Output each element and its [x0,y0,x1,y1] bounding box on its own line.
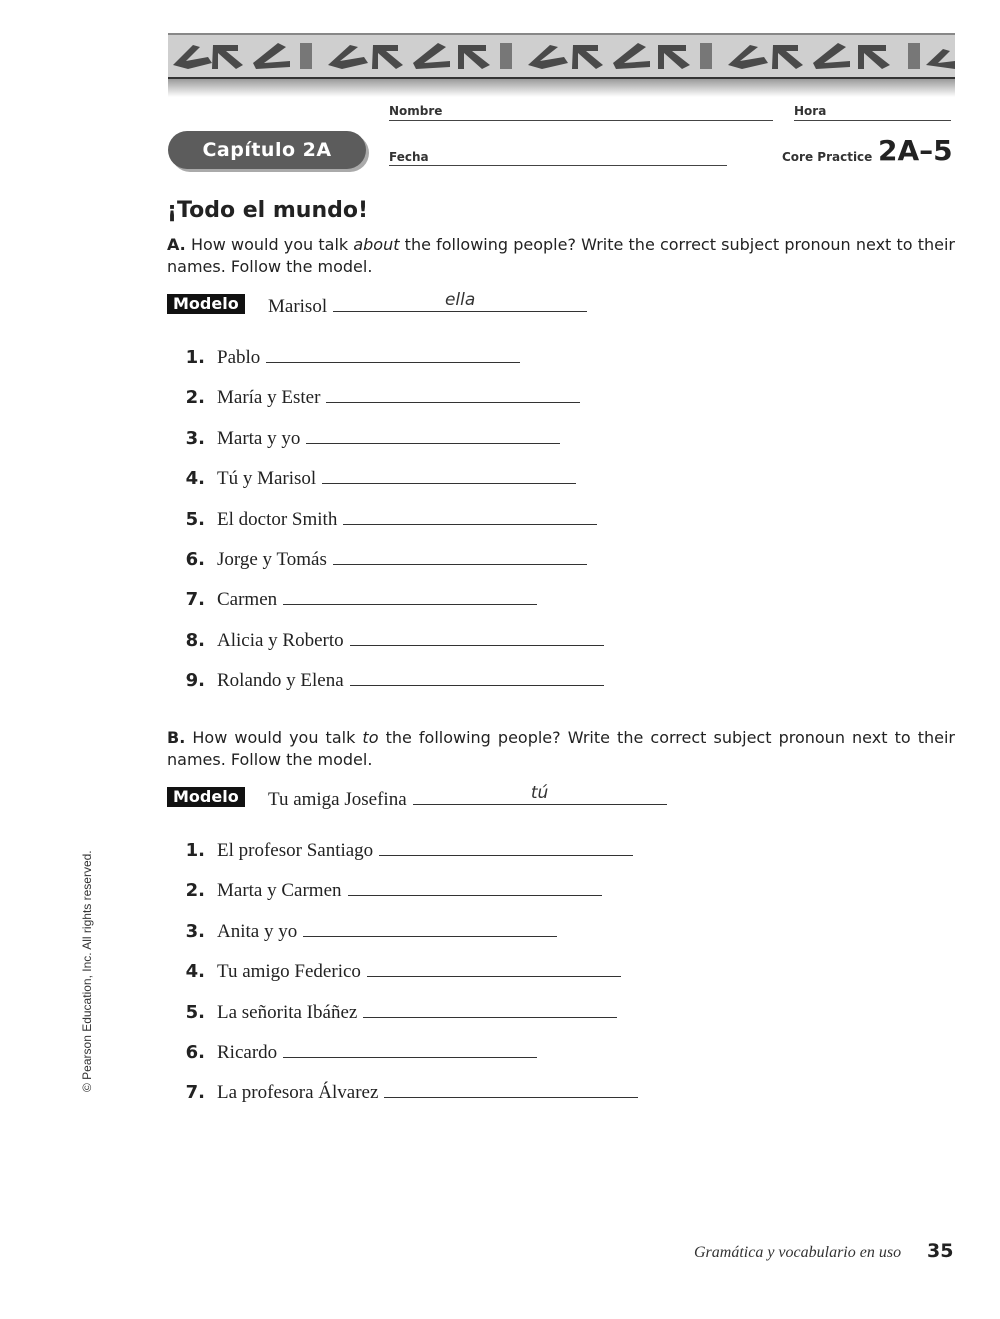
exercise-item [167,347,520,369]
item-name: Tú y Marisol [217,468,317,490]
exercise-item [167,589,537,611]
answer-blank[interactable] [350,631,604,646]
exercise-item [167,428,560,450]
item-name: El doctor Smith [217,508,338,530]
nombre-label: Nombre [389,104,443,118]
core-practice-number: 2A–5 [878,134,953,167]
item-number: 8. [185,629,205,651]
item-name: Carmen [217,589,278,611]
exercise-item [167,468,576,490]
item-name: Alicia y Roberto [217,629,344,651]
hora-label: Hora [794,104,827,118]
item-number: 6. [185,1042,205,1063]
hora-field[interactable] [794,120,951,121]
item-number: 2. [185,880,205,902]
item-name: Jorge y Tomás [217,549,327,570]
answer-blank[interactable] [350,671,604,686]
exercise-item [167,840,633,862]
answer-blank[interactable] [348,881,602,896]
answer-blank[interactable] [266,348,520,363]
section-b-instructions [167,727,955,771]
answer-blank[interactable] [326,388,580,403]
answer-blank[interactable] [283,590,537,605]
item-number: 1. [185,840,205,861]
chapter-badge: Capítulo 2A [168,131,366,169]
item-number: 7. [185,589,205,611]
answer-blank[interactable] [367,962,621,977]
section-a-instructions [167,234,955,278]
footer-text: Gramática y vocabulario en uso [694,1244,902,1261]
item-name: Rolando y Elena [217,670,344,692]
item-number: 6. [185,549,205,570]
item-name: Ricardo [217,1042,278,1063]
item-number: 3. [185,427,205,449]
banner-pattern [168,35,955,77]
core-practice-label: Core Practice [782,150,873,164]
section-a-letter: A. [167,235,186,254]
exercise-item [167,630,604,652]
modelo-a-badge: Modelo [167,294,245,314]
modelo-b-badge: Modelo [167,787,245,807]
exercise-item [167,387,580,409]
page-number: 35 [927,1240,954,1262]
item-number: 4. [185,961,205,983]
exercise-item [167,880,602,902]
exercise-item [167,509,597,531]
item-number: 7. [185,1082,205,1104]
answer-blank[interactable] [306,429,560,444]
answer-blank[interactable] [283,1043,537,1058]
item-name: Marta y yo [217,427,301,449]
item-name: María y Ester [217,387,321,409]
item-name: La profesora Álvarez [217,1082,379,1104]
section-a-instr-em: about [353,235,400,254]
answer-blank[interactable] [303,922,557,937]
copyright-notice: © Pearson Education, Inc. All rights reserved. [80,850,94,1092]
item-number: 3. [185,920,205,942]
answer-blank[interactable] [333,550,587,565]
item-number: 5. [185,1001,205,1023]
item-number: 5. [185,508,205,530]
fecha-label: Fecha [389,150,429,164]
answer-blank[interactable] [363,1003,617,1018]
item-name: Tu amigo Federico [217,961,361,983]
exercise-item [167,549,587,571]
item-name: El profesor Santiago [217,840,374,861]
answer-blank[interactable] [322,469,576,484]
item-number: 2. [185,387,205,409]
answer-blank[interactable] [379,841,633,856]
item-name: Pablo [217,347,261,368]
fecha-field[interactable] [389,165,727,166]
modelo-b-name: Tu amiga Josefina [268,789,407,810]
exercise-item [167,670,604,692]
section-a-instr-post: the following people? Write the correct subject pronoun next to their names. Follow the model. [167,235,955,276]
item-number: 9. [185,670,205,692]
nombre-field[interactable] [389,120,773,121]
exercise-item [167,961,621,983]
item-name: Anita y yo [217,920,298,942]
item-name: La señorita Ibáñez [217,1001,358,1023]
modelo-a-name: Marisol [268,296,328,317]
answer-blank[interactable] [343,510,597,525]
modelo-a-blank [333,290,587,312]
modelo-b-answer: tú [530,783,549,803]
modelo-b-row [268,783,667,811]
page-title: ¡Todo el mundo! [167,198,369,223]
item-number: 4. [185,468,205,490]
banner-shadow [168,79,955,97]
exercise-item [167,1042,537,1064]
item-name: Marta y Carmen [217,880,342,902]
item-number: 1. [185,347,205,368]
modelo-a-answer: ella [444,290,476,310]
section-b-instr-pre: How would you talk [192,728,363,747]
modelo-a-row [268,290,587,318]
exercise-item [167,921,557,943]
exercise-item [167,1082,638,1104]
exercise-item [167,1002,617,1024]
section-a-instr-pre: How would you talk [190,235,354,254]
section-b-letter: B. [167,728,186,747]
section-b-instr-post: the following people? Write the correct subject pronoun next to their names. Follow the model. [167,728,955,769]
modelo-b-blank [413,783,667,805]
section-b-instr-em: to [362,728,379,747]
answer-blank[interactable] [384,1083,638,1098]
decorative-banner [168,33,955,81]
